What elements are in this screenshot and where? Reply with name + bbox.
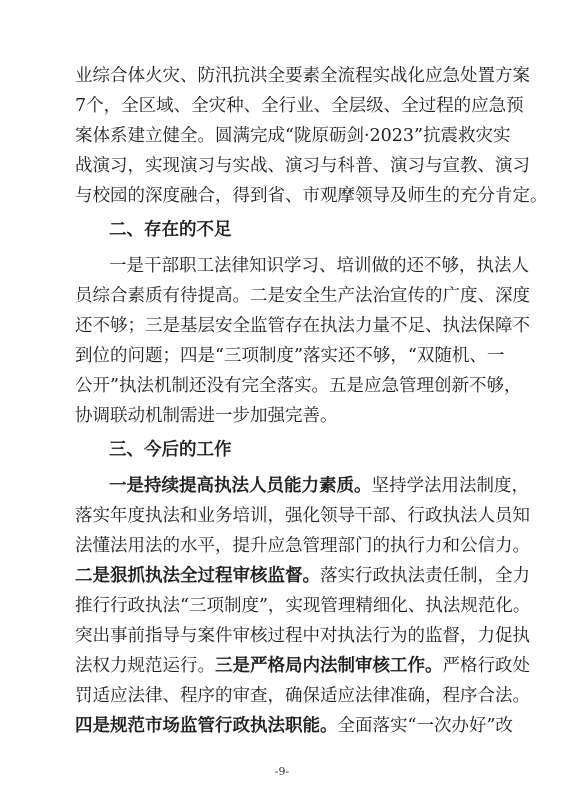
body-line: 还不够；三是基层安全监管存在执法力量不足、执法保障不 — [75, 316, 530, 336]
body-line: 到位的问题；四是“三项制度”落实还不够，“双随机、一 — [75, 346, 505, 366]
body-line: 战演习，实现演习与实战、演习与科普、演习与宣教、演习 — [75, 156, 530, 176]
bold-lead: 三是严格局内法制审核工作。 — [215, 656, 443, 676]
body-line: 法懂法用法的水平，提升应急管理部门的执行力和公信力。 — [75, 536, 530, 556]
body-line — [75, 474, 529, 498]
body-text: 法权力规范运行。 — [75, 656, 215, 676]
body-line: 协调联动机制需进一步加强完善。 — [75, 406, 338, 426]
bold-lead: 二是狠抓执法全过程审核监督。 — [75, 566, 320, 586]
section-heading: 三、今后的工作 — [109, 440, 232, 460]
body-line: 7个，全区域、全灾种、全行业、全层级、全过程的应急预 — [75, 96, 524, 116]
body-text: 落实行政执法责任制，全力 — [320, 566, 530, 586]
body-text: 全面落实“一次办好”改 — [337, 716, 513, 736]
bold-lead: 一是持续提高执法人员能力素质。 — [109, 476, 372, 496]
page-number: -9- — [274, 765, 290, 778]
body-text: 坚持学法用法制度， — [371, 476, 529, 496]
section-heading: 二、存在的不足 — [109, 220, 232, 240]
body-line: 与校园的深度融合，得到省、市观摩领导及师生的充分肯定。 — [75, 186, 548, 206]
body-line: 突出事前指导与案件审核过程中对执法行为的监督，力促执 — [75, 626, 530, 646]
body-line: 业综合体火灾、防汛抗洪全要素全流程实战化应急处置方案 — [75, 66, 530, 86]
bold-lead: 四是规范市场监管行政执法职能。 — [75, 716, 338, 736]
body-line: 案体系建立健全。圆满完成“陇原砺剑·2023”抗震救灾实 — [75, 126, 511, 146]
body-line: 公开”执法机制还没有完全落实。五是应急管理创新不够， — [75, 376, 522, 396]
body-line — [75, 564, 530, 588]
body-text: 严格行政处 — [442, 656, 530, 676]
body-line: 员综合素质有待提高。二是安全生产法治宣传的广度、深度 — [75, 286, 530, 306]
body-line: 罚适应法律、程序的审查，确保适应法律准确，程序合法。 — [75, 686, 530, 706]
body-line — [75, 714, 513, 738]
body-line: 一是干部职工法律知识学习、培训做的还不够，执法人 — [109, 256, 529, 276]
body-line — [75, 654, 530, 678]
body-line: 推行行政执法“三项制度”，实现管理精细化、执法规范化。 — [75, 596, 531, 616]
body-line: 落实年度执法和业务培训，强化领导干部、行政执法人员知 — [75, 506, 530, 526]
